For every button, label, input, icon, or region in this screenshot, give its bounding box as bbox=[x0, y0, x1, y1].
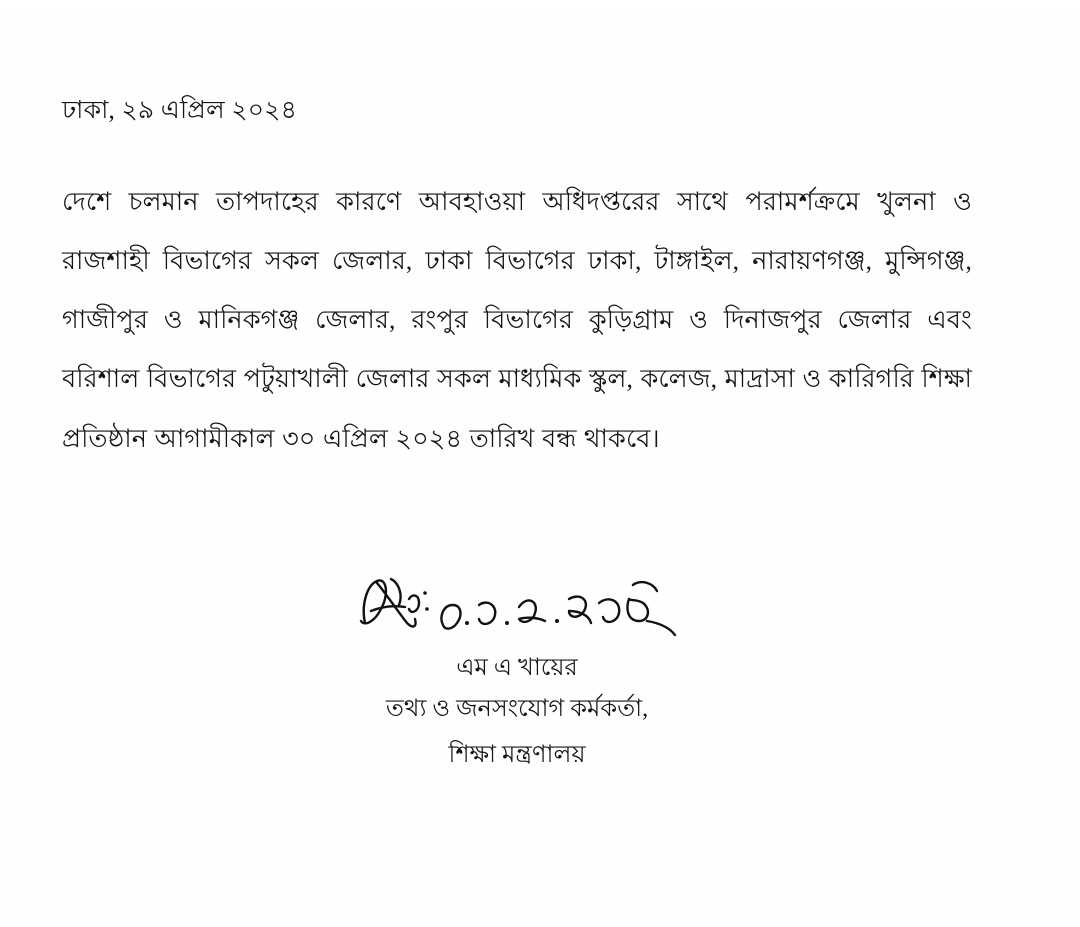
signatory-organization: শিক্ষা মন্ত্রণালয় bbox=[448, 741, 586, 768]
signatory-designation: তথ্য ও জনসংযোগ কর্মকর্তা, bbox=[385, 696, 649, 723]
signature-block bbox=[62, 565, 972, 779]
page-top-margin bbox=[0, 0, 1080, 10]
document-body bbox=[62, 96, 972, 468]
signatory-name: এম এ খায়ের bbox=[456, 655, 578, 681]
notice-paragraph: দেশে চলমান তাপদাহের কারণে আবহাওয়া অধিদপ্তরের সাথে পরামর্শক্রমে খুলনা ও রাজশাহী বিভাগের সকল জেলার, ঢাকা বিভাগের ঢাকা, টাঙ্গাইল, নারায়ণগঞ্জ, মুন্সিগঞ্জ, গাজীপুর ও মানিকগঞ্জ জেলার, রংপুর বিভাগের কুড়িগ্রাম ও দিনাজপুর জেলার এবং বরিশাল বিভাগের পটুয়াখালী জেলার সকল মাধ্যমিক স্কুল, কলেজ, মাদ্রাসা ও কারিগরি শিক্ষা প্রতিষ্ঠান আগামীকাল ৩০ এপ্রিল ২০২৪ তারিখ বন্ধ থাকবে। bbox=[62, 187, 972, 453]
dateline: ঢাকা, ২৯ এপ্রিল ২০২৪ bbox=[62, 97, 298, 124]
page-bottom-margin bbox=[0, 917, 1080, 927]
handwritten-signature-icon bbox=[62, 565, 972, 655]
